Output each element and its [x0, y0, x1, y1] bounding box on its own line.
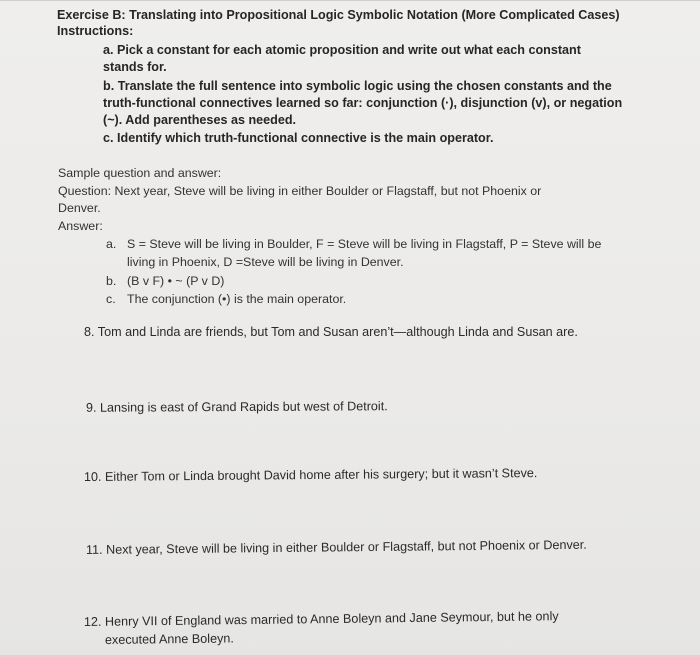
- question-11: 11. Next year, Steve will be living in either Boulder or Flagstaff, but not Phoenix or Denver.: [85, 537, 587, 557]
- instruction-a-line1: a. Pick a constant for each atomic proposition and write out what each constant: [103, 43, 581, 57]
- answer-a-line1: S = Steve will be living in Boulder, F = Steve will be living in Flagstaff, P = Steve will be: [127, 237, 602, 251]
- exercise-title: Exercise B: Translating into Propositional Logic Symbolic Notation (More Complicated Cases): [57, 8, 620, 22]
- answer-b-formula: (B v F) • ~ (P v D): [127, 274, 225, 288]
- sample-heading: Sample question and answer:: [58, 166, 222, 180]
- sample-question-line2: Denver.: [58, 201, 101, 215]
- question-9: 9. Lansing is east of Grand Rapids but west of Detroit.: [85, 399, 388, 415]
- top-edge: [0, 0, 700, 1]
- question-10: 10. Either Tom or Linda brought David home after his surgery; but it wasn’t Steve.: [83, 466, 538, 484]
- instruction-c: c. Identify which truth-functional connective is the main operator.: [103, 131, 494, 145]
- instruction-a-line2: stands for.: [103, 60, 167, 74]
- answer-a-marker: a.: [106, 237, 117, 251]
- instruction-b-line2: truth-functional connectives learned so far: conjunction (·), disjunction (v), or negation: [103, 96, 623, 110]
- answer-a-line2: living in Phoenix, D =Steve will be living in Denver.: [127, 255, 404, 269]
- question-8: 8. Tom and Linda are friends, but Tom and Susan aren’t—although Linda and Susan are.: [84, 325, 578, 339]
- question-12-line2: executed Anne Boleyn.: [104, 631, 234, 647]
- answer-c-text: The conjunction (•) is the main operator.: [127, 292, 347, 306]
- sample-question-line1: Question: Next year, Steve will be living in either Boulder or Flagstaff, but not Phoenix or: [58, 184, 542, 198]
- instruction-b-line1: b. Translate the full sentence into symbolic logic using the chosen constants and the: [103, 79, 612, 93]
- instructions-label: Instructions:: [57, 24, 134, 38]
- instruction-b-line3: (~). Add parentheses as needed.: [103, 113, 297, 127]
- sample-answer-label: Answer:: [58, 219, 103, 233]
- answer-c-marker: c.: [106, 292, 116, 306]
- answer-b-marker: b.: [106, 274, 117, 288]
- question-12-line1: 12. Henry VII of England was married to Anne Boleyn and Jane Seymour, but he only: [83, 609, 559, 629]
